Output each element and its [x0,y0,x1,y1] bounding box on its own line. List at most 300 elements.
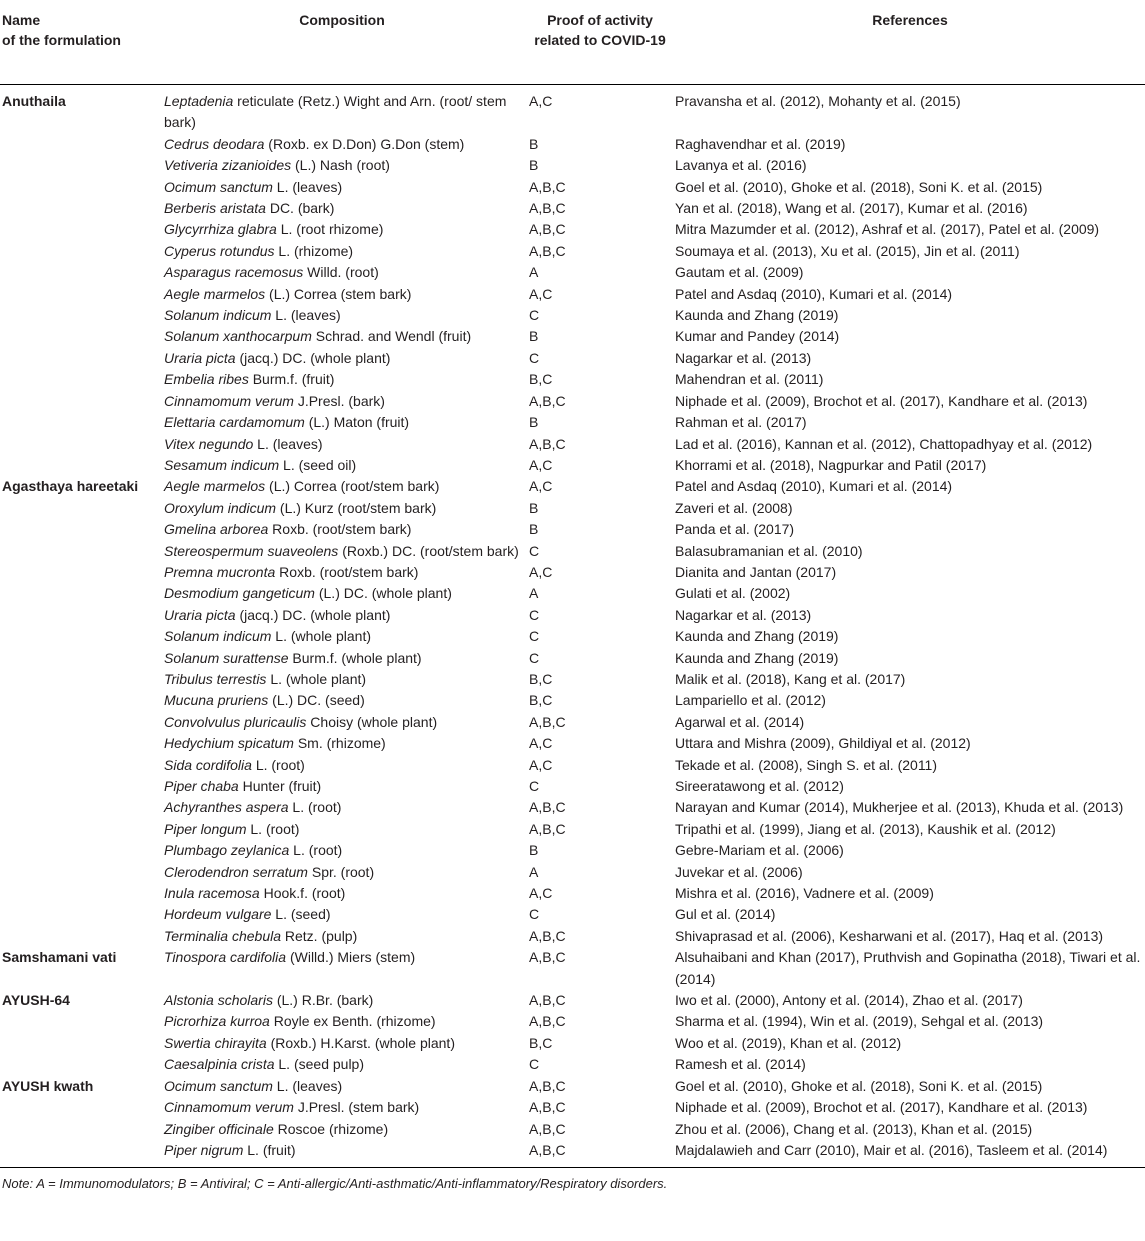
proof-cell: A,C [529,93,553,109]
formulation-name [0,284,164,305]
species-name: Berberis aristata [164,200,266,217]
references-cell: Lad et al. (2016), Kannan et al. (2012), Chattopadhyay et al. (2012) [675,435,1093,452]
table-row [0,562,1145,583]
composition-cell [164,1119,529,1140]
species-detail: Choisy (whole plant) [306,713,438,730]
proof-cell: C [529,906,540,923]
proof-cell: B [529,499,539,516]
species-name: Cinnamomum verum [164,392,294,409]
proof-cell: B [529,842,539,859]
composition-cell [164,434,529,455]
species-name: Desmodium gangeticum [164,585,315,602]
references-cell: Gautam et al. (2009) [675,264,804,281]
header-composition: Composition [299,12,385,28]
species-detail: J.Presl. (bark) [293,392,385,409]
references-cell: Niphade et al. (2009), Brochot et al. (2017), Kandhare et al. (2013) [675,1099,1088,1116]
composition-cell [164,412,529,433]
species-detail: L. (leaves) [272,178,343,195]
composition-cell [164,690,529,711]
species-name: Solanum indicum [164,628,272,645]
table-row [0,262,1145,283]
species-name: Swertia chirayita [164,1034,267,1051]
species-detail: Royle ex Benth. (rhizome) [269,1013,436,1030]
species-name: Tinospora cardifolia [164,949,287,966]
proof-cell: C [529,1056,540,1073]
species-name: Glycyrrhiza glabra [164,221,277,238]
species-name: Terminalia chebula [164,927,281,944]
formulation-name [0,519,164,540]
species-detail: (jacq.) DC. (whole plant) [235,606,391,623]
references-cell: Zhou et al. (2006), Chang et al. (2013), Khan et al. (2015) [675,1120,1033,1137]
formulation-name [0,434,164,455]
species-name: Sida cordifolia [164,756,252,773]
composition-cell [164,883,529,904]
composition-cell [164,155,529,176]
formulation-name [0,776,164,797]
table-row [0,1097,1145,1118]
species-detail: L. (seed oil) [279,456,357,473]
species-detail: L. (whole plant) [271,628,371,645]
table-note: Note: A = Immunomodulators; B = Antiviral; C = Anti-allergic/Anti-asthmatic/Anti-inflammatory/Respiratory disorders. [2,1176,668,1192]
proof-cell: A,C [529,478,553,495]
species-detail: (L.) Correa (root/stem bark) [265,478,440,495]
formulation-name [0,1011,164,1032]
proof-cell: A,B,C [529,1141,566,1158]
species-name: Hordeum vulgare [164,906,272,923]
table-row [0,434,1145,455]
formulation-name [0,1119,164,1140]
formulation-name [0,840,164,861]
table-row [0,819,1145,840]
proof-cell: A,B,C [529,242,566,259]
formulation-name [0,241,164,262]
proof-cell: A,C [529,285,553,302]
species-name: Mucuna pruriens [164,692,269,709]
species-detail: (L.) Maton (fruit) [304,414,410,431]
species-detail: L. (leaves) [271,307,341,324]
composition-cell [164,990,529,1011]
proof-cell: A,B,C [529,820,566,837]
composition-cell [164,819,529,840]
species-name: Aegle marmelos [164,478,266,495]
composition-cell [164,262,529,283]
species-detail: Roscoe (rhizome) [273,1120,389,1137]
species-detail: Schrad. and Wendl (fruit) [311,328,472,345]
proof-cell: A [529,863,539,880]
references-cell: Soumaya et al. (2013), Xu et al. (2015), Jin et al. (2011) [675,242,1020,259]
composition-cell [164,733,529,754]
species-detail: L. (root) [251,756,305,773]
composition-cell [164,862,529,883]
species-name: Oroxylum indicum [164,499,277,516]
table-row [0,583,1145,604]
proof-cell: A,B,C [529,1077,566,1094]
species-name: Clerodendron serratum [164,863,308,880]
formulation-name [0,926,164,947]
composition-cell [164,305,529,326]
references-cell: Nagarkar et al. (2013) [675,349,812,366]
header-proof: Proof of activity related to COVID-19 [534,12,666,48]
species-detail: L. (seed) [271,906,331,923]
table-row [0,1011,1145,1032]
species-detail: (Roxb. ex D.Don) G.Don (stem) [264,135,465,152]
table-row [0,134,1145,155]
references-cell: Rahman et al. (2017) [675,414,807,431]
proof-cell: A,B,C [529,1099,566,1116]
species-name: Cedrus deodara [164,135,265,152]
formulation-name [0,198,164,219]
species-name: Zingiber officinale [164,1120,274,1137]
formulation-name [0,541,164,562]
proof-cell: A,B,C [529,178,566,195]
formulation-name [0,562,164,583]
species-name: Ocimum sanctum [164,1077,273,1094]
references-cell: Gulati et al. (2002) [675,585,791,602]
references-cell: Alsuhaibani and Khan (2017), Pruthvish and Gopinatha (2018), Tiwari et al. (2014) [675,949,1141,987]
proof-cell: A,C [529,563,553,580]
table-row [0,91,1145,134]
proof-cell: B,C [529,1034,553,1051]
references-cell: Gul et al. (2014) [675,906,776,923]
proof-cell: A,C [529,735,553,752]
formulation-name [0,348,164,369]
composition-cell [164,797,529,818]
formulation-name [0,219,164,240]
composition-cell [164,541,529,562]
species-name: Piper chaba [164,778,239,794]
table-row [0,1054,1145,1075]
species-name: Achyranthes aspera [164,799,289,816]
table-row [0,797,1145,818]
proof-cell: B,C [529,692,553,709]
table-row [0,840,1145,861]
formulation-name: AYUSH kwath [2,1077,94,1094]
species-detail: (jacq.) DC. (whole plant) [235,349,391,366]
references-cell: Tripathi et al. (1999), Jiang et al. (2013), Kaushik et al. (2012) [675,820,1056,837]
species-name: Uraria picta [164,606,236,623]
header-references: References [872,12,948,28]
species-name: Inula racemosa [164,885,260,902]
species-detail: (L.) Kurz (root/stem bark) [276,499,437,516]
table-row [0,883,1145,904]
composition-cell [164,926,529,947]
table-row [0,498,1145,519]
species-detail: L. (root) [288,799,342,816]
table-row [0,412,1145,433]
references-cell: Yan et al. (2018), Wang et al. (2017), Kumar et al. (2016) [675,200,1028,217]
references-cell: Patel and Asdaq (2010), Kumari et al. (2014) [675,478,953,495]
proof-cell: C [529,649,540,666]
formulation-name: Agasthaya hareetaki [2,478,139,495]
references-cell: Shivaprasad et al. (2006), Kesharwani et al. (2017), Haq et al. (2013) [675,927,1104,944]
species-detail: L. (rhizome) [274,242,354,259]
formulation-name [0,755,164,776]
proof-cell: A,B,C [529,799,566,816]
species-detail: J.Presl. (stem bark) [293,1099,420,1116]
composition-cell [164,1097,529,1118]
table-row [0,947,1145,990]
formulation-name [0,583,164,604]
composition-cell [164,519,529,540]
species-detail: L. (root) [246,820,300,837]
species-name: Solanum indicum [164,307,272,324]
species-detail: (L.) Nash (root) [291,157,390,174]
proof-cell: A,B,C [529,200,566,217]
table-row [0,733,1145,754]
species-detail: (Willd.) Miers (stem) [286,949,416,966]
proof-cell: C [529,606,540,623]
species-name: Plumbago zeylanica [164,842,290,859]
references-cell: Kumar and Pandey (2014) [675,328,840,345]
references-cell: Juvekar et al. (2006) [675,863,803,880]
composition-cell [164,326,529,347]
species-name: Ocimum sanctum [164,178,273,195]
proof-cell: A [529,264,539,281]
formulation-name [0,369,164,390]
table-row [0,369,1145,390]
references-cell: Kaunda and Zhang (2019) [675,649,839,666]
species-name: Alstonia scholaris [164,992,273,1009]
species-name: Gmelina arborea [164,521,269,538]
species-name: Solanum surattense [164,649,289,666]
table-row [0,305,1145,326]
proof-cell: A,B,C [529,927,566,944]
proof-cell: B [529,135,539,152]
composition-cell [164,947,529,990]
table-row [0,862,1145,883]
references-cell: Kaunda and Zhang (2019) [675,628,839,645]
proof-cell: A,B,C [529,992,566,1009]
proof-cell: B,C [529,371,553,388]
composition-cell [164,1011,529,1032]
species-detail: L. (leaves) [272,1077,343,1094]
table-row [0,990,1145,1011]
composition-cell [164,712,529,733]
species-detail: DC. (bark) [265,200,335,217]
species-name: Sesamum indicum [164,456,280,473]
species-name: Uraria picta [164,349,236,366]
table-row [0,626,1145,647]
proof-cell: A [529,585,539,602]
references-cell: Mahendran et al. (2011) [675,371,824,388]
references-cell: Majdalawieh and Carr (2010), Mair et al. (2016), Tasleem et al. (2014) [675,1141,1108,1158]
table-row [0,776,1145,797]
species-name: Premna mucronta [164,563,276,580]
species-name: Picrorhiza kurroa [164,1013,270,1030]
bottom-rule [0,1167,1145,1168]
references-cell: Agarwal et al. (2014) [675,713,805,730]
table-header [0,0,1145,85]
formulation-name [0,605,164,626]
formulation-name [0,391,164,412]
species-detail: (Roxb.) H.Karst. (whole plant) [266,1034,455,1051]
composition-cell [164,605,529,626]
table-row [0,241,1145,262]
formulation-name: Anuthaila [2,93,66,109]
table-row [0,541,1145,562]
species-name: Solanum xanthocarpum [164,328,312,345]
table-row [0,348,1145,369]
composition-cell [164,219,529,240]
formulation-name [0,455,164,476]
species-detail: (L.) R.Br. (bark) [272,992,374,1009]
references-cell: Goel et al. (2010), Ghoke et al. (2018), Soni K. et al. (2015) [675,1077,1043,1094]
references-cell: Sireeratawong et al. (2012) [675,778,844,794]
references-cell: Kaunda and Zhang (2019) [675,307,839,324]
formulation-name [0,177,164,198]
formulation-name [0,733,164,754]
formulation-name [0,797,164,818]
references-cell: Tekade et al. (2008), Singh S. et al. (2011) [675,756,938,773]
composition-cell [164,455,529,476]
species-detail: Spr. (root) [307,863,375,880]
references-cell: Raghavendhar et al. (2019) [675,135,846,152]
proof-cell: B [529,157,539,174]
species-name: Piper longum [164,820,247,837]
formulation-name [0,1097,164,1118]
formulation-name [0,626,164,647]
proof-cell: A,B,C [529,435,566,452]
composition-cell [164,648,529,669]
species-name: Vetiveria zizanioides [164,157,292,174]
composition-cell [164,583,529,604]
species-detail: L. (fruit) [243,1141,296,1158]
species-detail: Sm. (rhizome) [293,735,386,752]
species-name: Aegle marmelos [164,285,266,302]
proof-cell: C [529,628,540,645]
formulation-name [0,134,164,155]
table-row [0,1140,1145,1161]
species-name: Embelia ribes [164,371,249,388]
references-cell: Mishra et al. (2016), Vadnere et al. (2009) [675,885,934,902]
species-name: Leptadenia [164,93,234,109]
formulation-name [0,648,164,669]
proof-cell: B [529,328,539,345]
header-name: Name of the formulation [2,12,121,48]
composition-cell [164,476,529,497]
table-row [0,284,1145,305]
references-cell: Nagarkar et al. (2013) [675,606,812,623]
composition-cell [164,776,529,797]
table-row [0,1076,1145,1097]
table-row [0,669,1145,690]
composition-cell [164,391,529,412]
proof-cell: B [529,521,539,538]
proof-cell: A,C [529,885,553,902]
formulation-name [0,262,164,283]
formulation-name [0,862,164,883]
references-cell: Zaveri et al. (2008) [675,499,793,516]
species-name: Tribulus terrestis [164,670,267,687]
references-cell: Niphade et al. (2009), Brochot et al. (2017), Kandhare et al. (2013) [675,392,1088,409]
formulation-name [0,712,164,733]
table-row [0,476,1145,497]
species-name: Stereospermum suaveolens [164,542,339,559]
table-row [0,926,1145,947]
table-row [0,177,1145,198]
composition-cell [164,840,529,861]
composition-cell [164,241,529,262]
species-name: Asparagus racemosus [164,264,304,281]
formulation-name [0,326,164,347]
species-name: Hedychium spicatum [164,735,294,752]
species-name: Caesalpinia crista [164,1056,275,1073]
species-detail: (L.) Correa (stem bark) [265,285,412,302]
composition-cell [164,369,529,390]
species-detail: Burm.f. (whole plant) [288,649,422,666]
table-row [0,605,1145,626]
species-detail: L. (root rhizome) [276,221,384,238]
table-row [0,219,1145,240]
formulation-name [0,305,164,326]
species-detail: Willd. (root) [303,264,379,281]
species-detail: Hunter (fruit) [238,778,322,794]
composition-cell [164,755,529,776]
species-detail: (L.) DC. (whole plant) [314,585,452,602]
references-cell: Dianita and Jantan (2017) [675,563,837,580]
table-row [0,198,1145,219]
composition-cell [164,904,529,925]
composition-cell [164,626,529,647]
formulation-name [0,1033,164,1054]
formulation-name [0,412,164,433]
proof-cell: A,C [529,756,553,773]
references-cell: Mitra Mazumder et al. (2012), Ashraf et al. (2017), Patel et al. (2009) [675,221,1100,238]
composition-cell [164,177,529,198]
composition-cell [164,134,529,155]
composition-cell [164,1140,529,1161]
proof-cell: C [529,542,540,559]
references-cell: Ramesh et al. (2014) [675,1056,806,1073]
species-detail: (L.) DC. (seed) [268,692,365,709]
formulation-name [0,1054,164,1075]
composition-cell [164,284,529,305]
species-detail: Roxb. (root/stem bark) [275,563,419,580]
species-detail: Burm.f. (fruit) [248,371,335,388]
formulation-name: AYUSH-64 [2,992,70,1009]
species-name: Cinnamomum verum [164,1099,294,1116]
species-detail: Roxb. (root/stem bark) [268,521,412,538]
formulation-name [0,904,164,925]
species-detail: L. (whole plant) [266,670,367,687]
proof-cell: B,C [529,670,553,687]
table-row [0,755,1145,776]
references-cell: Lampariello et al. (2012) [675,692,826,709]
composition-cell [164,1076,529,1097]
composition-cell [164,1033,529,1054]
composition-cell [164,91,529,134]
proof-cell: C [529,307,540,324]
table-row [0,155,1145,176]
proof-cell: A,B,C [529,392,566,409]
proof-cell: A,B,C [529,713,566,730]
table-row [0,1033,1145,1054]
formulation-name [0,819,164,840]
species-detail: Retz. (pulp) [281,927,358,944]
composition-cell [164,1054,529,1075]
proof-cell: B [529,414,539,431]
formulation-name [0,498,164,519]
species-detail: (Roxb.) DC. (root/stem bark) [338,542,519,559]
formulation-name [0,690,164,711]
species-name: Convolvulus pluricaulis [164,713,307,730]
composition-cell [164,562,529,583]
references-cell: Pravansha et al. (2012), Mohanty et al. (2015) [675,93,961,109]
proof-cell: C [529,349,540,366]
table-row [0,455,1145,476]
species-name: Vitex negundo [164,435,254,452]
references-cell: Goel et al. (2010), Ghoke et al. (2018), Soni K. et al. (2015) [675,178,1043,195]
